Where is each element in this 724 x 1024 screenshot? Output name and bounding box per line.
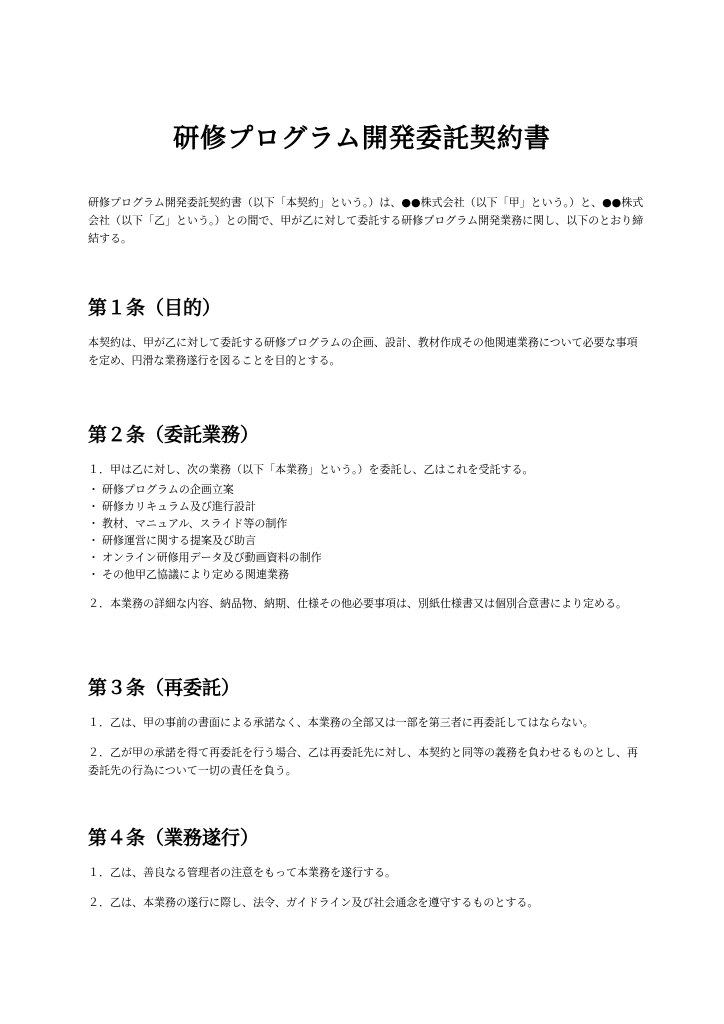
bullet-text: オンライン研修用データ及び動画資料の制作 [102, 551, 322, 564]
bullet-text: 教材、マニュアル、スライド等の制作 [102, 517, 288, 530]
list-item [88, 549, 648, 566]
bullet-text: 研修カリキュラム及び進行設計 [102, 500, 256, 513]
article-4 [88, 826, 648, 924]
article-1-heading: 第１条（目的） [88, 297, 222, 319]
article-3-heading: 第３条（再委託） [88, 677, 241, 699]
bullet-mark: ・ [88, 517, 99, 530]
article-3 [88, 676, 648, 792]
article-1 [88, 296, 648, 382]
bullet-mark: ・ [88, 551, 99, 564]
intro-paragraph: 研修プログラム開発委託契約書（以下「本契約」という。）は、●●株式会社（以下「甲」という。）と、●●株式会社（以下「乙」という。）との間で、甲が乙に対して委託する研修プログラム開発業務に関し、以下のとおり締結する。 [88, 196, 644, 245]
article-2-paragraph-2: ２．本業務の詳細な内容、納品物、納期、仕様その他必要事項は、別紙仕様書又は個別合意書により定める。 [88, 597, 627, 610]
article-4-heading: 第４条（業務遂行） [88, 827, 260, 849]
bullet-mark: ・ [88, 534, 99, 547]
bullet-text: その他甲乙協議により定める関連業務 [102, 568, 289, 581]
article-2-heading: 第２条（委託業務） [88, 424, 260, 446]
list-item [88, 498, 648, 515]
article-2-bullet-list [88, 481, 648, 583]
list-item [88, 481, 648, 498]
list-item [88, 566, 648, 583]
bullet-mark: ・ [88, 568, 99, 581]
article-3-paragraph-1: １．乙は、甲の事前の書面による承諾なく、本業務の全部又は一部を第三者に再委託してはならない。 [88, 716, 594, 729]
bullet-mark: ・ [88, 483, 99, 496]
list-item [88, 515, 648, 532]
article-3-paragraph-2: ２．乙が甲の承諾を得て再委託を行う場合、乙は再委託先に対し、本契約と同等の義務を負わせるものとし、再委託先の行為について一切の責任を負う。 [88, 746, 638, 777]
bullet-text: 研修運営に関する提案及び助言 [102, 534, 256, 547]
bullet-text: 研修プログラムの企画立案 [102, 483, 234, 496]
article-2 [88, 423, 648, 625]
document-title: 研修プログラム開発委託契約書 [173, 124, 551, 154]
article-1-paragraph-1: 本契約は、甲が乙に対して委託する研修プログラムの企画、設計、教材作成その他関連業務について必要な事項を定め、円滑な業務遂行を図ることを目的とする。 [88, 336, 638, 367]
article-4-paragraph-2: ２．乙は、本業務の遂行に際し、法令、ガイドライン及び社会通念を遵守するものとする。 [88, 896, 539, 909]
article-2-lead: １．甲は乙に対し、次の業務（以下「本業務」という。）を委託し、乙はこれを受託する。 [88, 463, 534, 476]
bullet-mark: ・ [88, 500, 99, 513]
article-4-paragraph-1: １．乙は、善良なる管理者の注意をもって本業務を遂行する。 [88, 866, 396, 879]
list-item [88, 532, 648, 549]
